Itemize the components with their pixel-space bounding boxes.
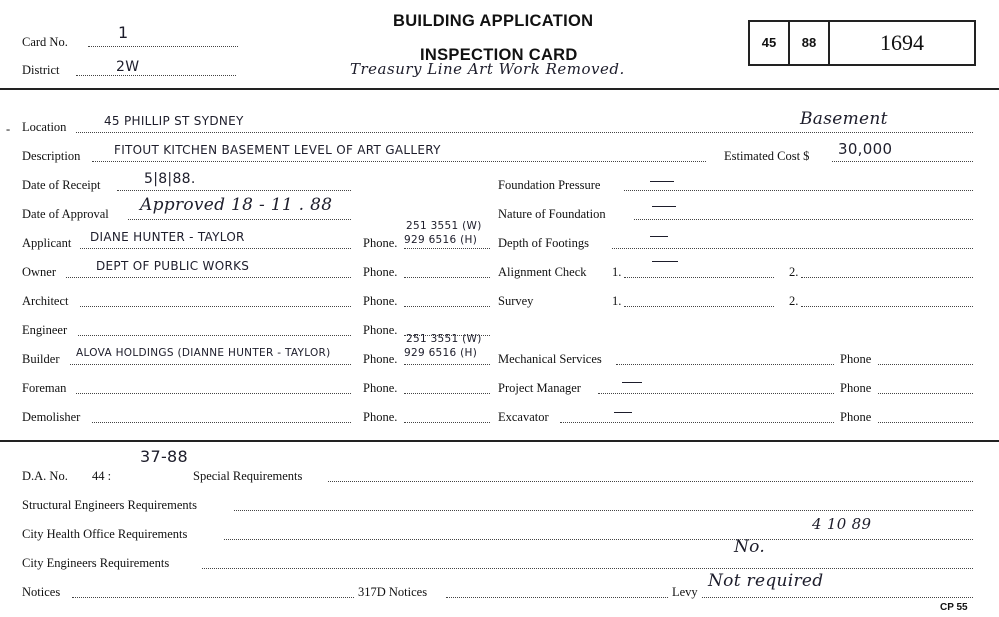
foreman-phone-label: Phone. [363, 381, 398, 395]
alignment-check-dash [652, 261, 678, 262]
description-dots [92, 161, 706, 162]
excavator-label: Excavator [498, 410, 549, 424]
notices-317d-label: 317D Notices [358, 585, 428, 599]
date-of-receipt-value: 5|8|88. [144, 171, 196, 187]
alignment-check-dots2 [801, 277, 973, 278]
description-value: FITOUT KITCHEN BASEMENT LEVEL OF ART GALLERY [114, 143, 441, 157]
survey-item1: 1. [612, 294, 622, 308]
architect-dots [80, 306, 351, 307]
engineer-label: Engineer [22, 323, 68, 337]
form-title-line2: INSPECTION CARD [420, 46, 578, 64]
applicant-phone-label: Phone. [363, 236, 398, 250]
excavator-phone-dots [878, 422, 973, 423]
date-of-approval-label: Date of Approval [22, 207, 109, 221]
project-manager-label: Project Manager [498, 381, 581, 395]
demolisher-dots [92, 422, 351, 423]
application-number-box [748, 20, 976, 66]
estimated-cost-label: Estimated Cost $ [724, 149, 810, 163]
structural-requirements-label: Structural Engineers Requirements [22, 498, 197, 512]
date-of-receipt-label: Date of Receipt [22, 178, 101, 192]
location-dots [76, 132, 973, 133]
mechanical-services-phone-label: Phone [840, 352, 872, 366]
special-requirements-label: Special Requirements [193, 469, 303, 483]
date-of-approval-dots [128, 219, 351, 220]
project-manager-dots [598, 393, 834, 394]
city-health-requirements-dots [224, 539, 973, 540]
foreman-label: Foreman [22, 381, 67, 395]
city-engineers-requirements-label: City Engineers Requirements [22, 556, 170, 570]
applicant-phone-dots [404, 248, 490, 249]
builder-label: Builder [22, 352, 60, 366]
applicant-label: Applicant [22, 236, 72, 250]
box-cell-1: 45 [761, 35, 777, 50]
nature-of-foundation-dash [652, 206, 676, 207]
description-label: Description [22, 149, 81, 163]
city-health-requirements-label: City Health Office Requirements [22, 527, 188, 541]
city-health-value: 4 10 89 [812, 515, 872, 533]
builder-phone-w: 251 3551 (W) [406, 333, 482, 345]
card-no-label: Card No. [22, 35, 68, 49]
alignment-check-item2: 2. [789, 265, 799, 279]
handwritten-note: Treasury Line Art Work Removed. [350, 60, 625, 78]
structural-requirements-dots [234, 510, 973, 511]
notices-label: Notices [22, 585, 61, 599]
applicant-phone-w: 251 3551 (W) [406, 220, 482, 232]
notices-dots [72, 597, 354, 598]
levy-value: Not required [708, 571, 824, 591]
applicant-value: DIANE HUNTER - TAYLOR [90, 230, 245, 244]
card-no-dots [88, 46, 238, 47]
da-no-prefix: 44 : [92, 469, 112, 483]
date-of-receipt-dots [117, 190, 351, 191]
special-requirements-dots [328, 481, 973, 482]
excavator-dots [560, 422, 834, 423]
depth-of-footings-dash [650, 236, 668, 237]
alignment-check-dots1 [624, 277, 774, 278]
survey-dots2 [801, 306, 973, 307]
estimated-cost-value: 30,000 [838, 140, 893, 158]
foundation-pressure-dots [624, 190, 973, 191]
margin-mark: - [6, 122, 11, 136]
card-no-value: 1 [118, 23, 129, 42]
district-dots [76, 75, 236, 76]
foundation-pressure-label: Foundation Pressure [498, 178, 601, 192]
architect-label: Architect [22, 294, 69, 308]
architect-phone-dots [404, 306, 490, 307]
builder-phone-label: Phone. [363, 352, 398, 366]
applicant-phone-h: 929 6516 (H) [404, 234, 478, 246]
requirements-divider [0, 440, 999, 442]
nature-of-foundation-label: Nature of Foundation [498, 207, 606, 221]
nature-of-foundation-dots [634, 219, 973, 220]
owner-value: DEPT OF PUBLIC WORKS [96, 259, 250, 273]
architect-phone-label: Phone. [363, 294, 398, 308]
builder-phone-dots [404, 364, 490, 365]
excavator-phone-label: Phone [840, 410, 872, 424]
date-of-approval-value: Approved 18 - 11 . 88 [140, 195, 333, 215]
form-code: CP 55 [940, 602, 968, 613]
da-no-value: 37-88 [140, 447, 188, 466]
owner-phone-label: Phone. [363, 265, 398, 279]
mechanical-services-phone-dots [878, 364, 973, 365]
excavator-dash [614, 412, 632, 413]
foundation-pressure-dash [650, 181, 674, 182]
owner-phone-dots [404, 277, 490, 278]
location-value: 45 PHILLIP ST SYDNEY [104, 114, 244, 128]
district-value: 2W [116, 59, 140, 75]
form-title-line1: BUILDING APPLICATION [393, 12, 594, 30]
project-manager-phone-label: Phone [840, 381, 872, 395]
mechanical-services-label: Mechanical Services [498, 352, 602, 366]
levy-dots [702, 597, 973, 598]
engineer-dots [78, 335, 351, 336]
box-cell-3: 1694 [880, 30, 924, 55]
mechanical-services-dots [616, 364, 834, 365]
da-no-label: D.A. No. [22, 469, 68, 483]
survey-dots1 [624, 306, 774, 307]
header-divider [0, 88, 999, 90]
demolisher-label: Demolisher [22, 410, 81, 424]
estimated-cost-dots [832, 161, 973, 162]
owner-label: Owner [22, 265, 57, 279]
foreman-phone-dots [404, 393, 490, 394]
project-manager-dash [622, 382, 642, 383]
depth-of-footings-dots [612, 248, 973, 249]
levy-label: Levy [672, 585, 698, 599]
city-engineers-value: No. [734, 537, 766, 557]
alignment-check-label: Alignment Check [498, 265, 587, 279]
builder-value: ALOVA HOLDINGS (DIANNE HUNTER - TAYLOR) [76, 347, 331, 359]
builder-dots [70, 364, 351, 365]
engineer-phone-label: Phone. [363, 323, 398, 337]
applicant-dots [80, 248, 351, 249]
location-label: Location [22, 120, 67, 134]
survey-item2: 2. [789, 294, 799, 308]
box-cell-2: 88 [801, 35, 817, 50]
location-note: Basement [800, 109, 888, 129]
district-label: District [22, 63, 60, 77]
demolisher-phone-label: Phone. [363, 410, 398, 424]
city-engineers-requirements-dots [202, 568, 973, 569]
demolisher-phone-dots [404, 422, 490, 423]
builder-phone-h: 929 6516 (H) [404, 347, 478, 359]
owner-dots [66, 277, 351, 278]
alignment-check-item1: 1. [612, 265, 622, 279]
foreman-dots [76, 393, 351, 394]
depth-of-footings-label: Depth of Footings [498, 236, 589, 250]
notices-317d-dots [446, 597, 668, 598]
project-manager-phone-dots [878, 393, 973, 394]
survey-label: Survey [498, 294, 534, 308]
